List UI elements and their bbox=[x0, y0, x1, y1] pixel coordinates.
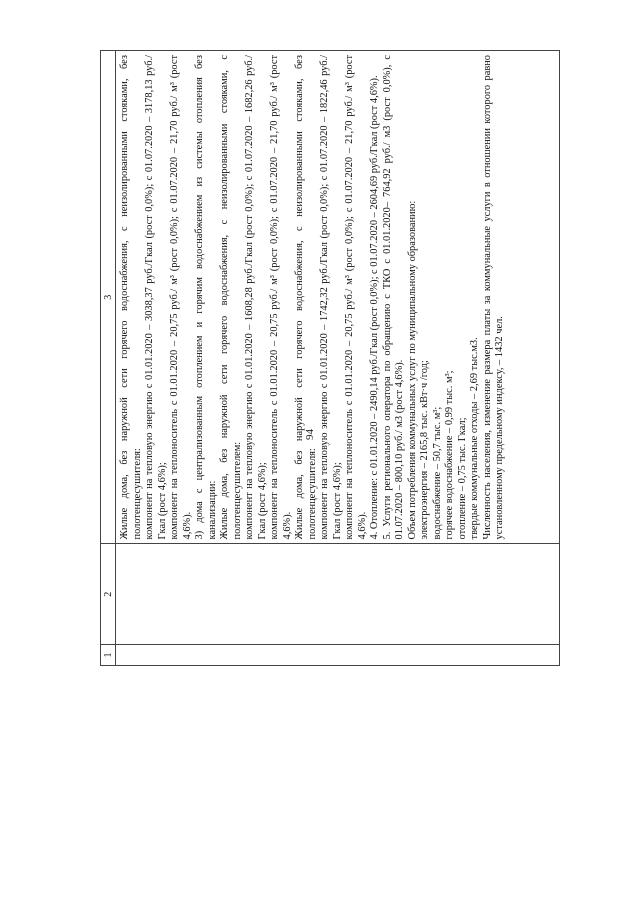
paragraph: компонент на тепловую энергию с 01.01.2020 – 1742,32 руб./Гкал (рост 0,0%); с 01.07.2020 – 1822,46 руб./Гкал (рост 4,6%); bbox=[319, 55, 343, 540]
paragraph: электроэнергия – 2165,8 тыс. кВт·ч /год; bbox=[419, 360, 430, 540]
cell-col-1 bbox=[116, 645, 560, 666]
paragraph: 5. Услуги регионального оператора по обращению с ТКО с 01.01.2020– 764,92 руб./ м3 (рост 0,0%), с 01.07.2020 – 800,10 руб./ м3 (рост 4,6%). bbox=[381, 55, 405, 540]
paragraph: Численность населения, изменение размера платы за коммунальные услуги в отношении которого равно установленному предельному индексу, – 1432 чел. bbox=[481, 55, 505, 540]
paragraph: компонент на теплоноситель с 01.01.2020 – 20,75 руб./ м³ (рост 0,0%); с 01.07.2020 – 21,70 руб./ м³ (рост 4,6%). bbox=[269, 55, 293, 540]
paragraph: компонент на тепловую энергию с 01.01.2020 – 1608,28 руб./Гкал (рост 0,0%); с 01.07.2020 – 1682,26 руб./Гкал (рост 4,6%); bbox=[244, 55, 268, 540]
table-row bbox=[116, 51, 560, 666]
cell-col-2 bbox=[116, 544, 560, 645]
paragraph: 4. Отопление: с 01.01.2020 – 2490,14 руб./Гкал (рост 0,0%); с 01.07.2020 – 2604,69 руб./Гкал (рост 4,6%). bbox=[369, 75, 380, 540]
table-header-row bbox=[101, 51, 116, 666]
paragraph: твердые коммунальные отходы – 2,69 тыс.м3. bbox=[469, 337, 480, 540]
paragraph: компонент на теплоноситель с 01.01.2020 – 20,75 руб./ м³ (рост 0,0%); с 01.07.2020 – 21,70 руб./ м³ (рост 4,6%). bbox=[169, 55, 193, 540]
paragraph: Жилые дома, без наружной сети горячего водоснабжения, с неизолированными стояками, с полотенцесушителем: bbox=[219, 55, 243, 540]
paragraph: 3) дома с централизованным отоплением и горячим водоснабжением из системы отопления без канализации: bbox=[194, 55, 218, 540]
tariff-text bbox=[116, 51, 510, 543]
paragraph: водоснабжение – 50,7 тыс. м³; bbox=[431, 406, 443, 540]
cell-col-3 bbox=[116, 51, 560, 544]
page-number: 94 bbox=[304, 429, 316, 440]
paragraph: Объем потребления коммунальных услуг по муниципальному образованию: bbox=[406, 200, 418, 540]
paragraph: Жилые дома, без наружной сети горячего водоснабжения, с неизолированными стояками, без полотенцесушителя: bbox=[119, 55, 143, 540]
column-header-3: 3 bbox=[101, 51, 116, 544]
paragraph: компонент на теплоноситель с 01.01.2020 – 20,75 руб./ м³ (рост 0,0%); с 01.07.2020 – 21,70 руб./ м³ (рост 4,6%). bbox=[344, 55, 368, 540]
paragraph: компонент на тепловую энергию с 01.01.2020 – 3038,37 руб./Гкал (рост 0,0%); с 01.07.2020 – 3178,13 руб./Гкал (рост 4,6%); bbox=[144, 55, 168, 540]
paragraph: Жилые дома, без наружной сети горячего водоснабжения, с неизолированными стояками, без полотенцесушителя: bbox=[294, 55, 318, 540]
column-header-1: 1 bbox=[101, 645, 116, 666]
column-header-2: 2 bbox=[101, 544, 116, 645]
paragraph: горячее водоснабжение – 0,99 тыс. м³; bbox=[444, 370, 455, 540]
paragraph: отопление – 0,75 тыс. Гкал; bbox=[456, 417, 468, 540]
tariff-table bbox=[100, 50, 560, 666]
rotated-table-wrapper bbox=[100, 50, 560, 666]
